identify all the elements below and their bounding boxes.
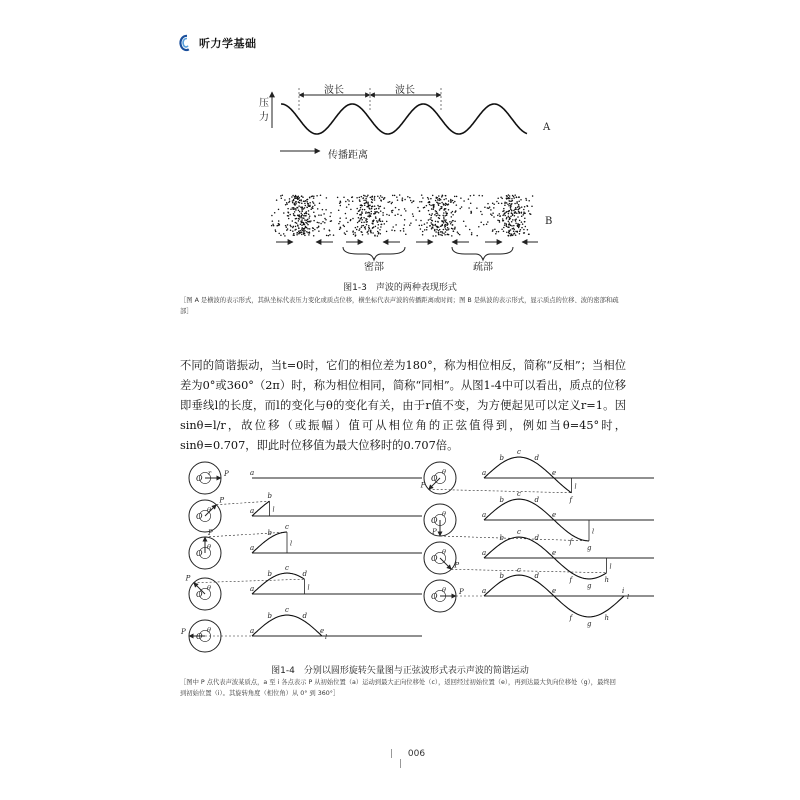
curve-point-label: a (250, 544, 255, 552)
displacement-label: l (627, 593, 630, 601)
row-label-b: B (545, 216, 553, 227)
curve-point-label: b (499, 572, 504, 581)
phasor-panel-0 (189, 462, 422, 494)
point-p-label: P (224, 470, 229, 478)
point-p-label: P (208, 529, 213, 537)
y-axis-label-top: 压 (259, 98, 269, 109)
curve-point-label: f (569, 495, 573, 504)
curve-point-label: a (250, 507, 255, 515)
sine-curve (252, 573, 305, 594)
row-label-a: A (543, 122, 551, 133)
curve-point-label: b (499, 496, 504, 505)
angle-label: θ (442, 510, 446, 518)
phasor-panel-1 (189, 492, 422, 532)
point-p-label: P (219, 496, 225, 505)
displacement-label: l (307, 583, 310, 592)
curve-point-label: c (285, 523, 289, 532)
projection-line (216, 501, 269, 504)
projection-line (429, 489, 572, 492)
origin-label: O (196, 474, 203, 483)
sine-curve (484, 457, 572, 493)
curve-point-label: d (302, 570, 307, 579)
book-title: 听力学基础 (199, 37, 257, 50)
curve-point-label: b (267, 612, 272, 621)
angle-label: θ (207, 506, 211, 514)
phasor-panel-8 (424, 566, 654, 628)
angle-label: θ (207, 584, 211, 592)
wavelength-label-1: 波长 (324, 85, 344, 96)
curve-point-label: c (285, 564, 289, 573)
displacement-label: l (609, 562, 612, 571)
point-p-label: P (459, 588, 464, 596)
rarefaction-label: 疏部 (473, 262, 493, 273)
curve-point-label: e (552, 511, 557, 519)
curve-point-label: e (552, 469, 557, 477)
sine-curve (252, 501, 270, 516)
origin-label: O (431, 592, 438, 601)
curve-point-label: e (552, 587, 557, 595)
curve-point-label: c (517, 528, 521, 537)
curve-point-label: f (569, 537, 573, 546)
angle-label: θ (442, 586, 446, 594)
displacement-label: l (574, 482, 577, 491)
figure-1-3-caption: 图1-3 声波的两种表现形式 (343, 283, 457, 293)
propagation-label: 传播距离 (328, 150, 368, 161)
wavelength-label-2: 波长 (395, 85, 415, 96)
curve-point-label: a (250, 627, 255, 635)
displacement-label: l (592, 527, 595, 536)
angle-label: θ (442, 468, 446, 476)
curve-point-label: a (482, 587, 487, 595)
projection-line (440, 536, 589, 541)
curve-point-label: c (285, 606, 289, 615)
displacement-label: l (325, 633, 328, 641)
origin-label: O (431, 554, 438, 563)
projection-line (205, 532, 287, 537)
point-p-label: P (181, 628, 186, 636)
phasor-panel-3 (185, 564, 422, 610)
figure-1-4-note: ［图中 P 点代表声波某质点，a 至 i 各点表示 P 从初始位置（a）运动到最大正向位移处（c），返回经过初始位置（e），再到达最大负向位移处（g），最终回到初始位置（i）。其旋转角度（相位角）从 0° 到 360°］ (180, 679, 616, 697)
phasor-panel-6 (424, 490, 654, 552)
phasor-panel-4 (180, 606, 422, 652)
sine-curve (252, 615, 325, 636)
curve-point-label: d (534, 496, 539, 505)
figure-1-4-caption: 图1-4 分别以圆形旋转矢量图与正弦波形式表示声波的简谐运动 (271, 666, 529, 676)
curve-point-label: e (552, 549, 557, 557)
angle-label: θ (207, 626, 211, 634)
projection-line (194, 579, 305, 582)
curve-point-label: b (267, 570, 272, 579)
curve-point-label: b (499, 534, 504, 543)
curve-point-label: a (250, 585, 255, 593)
compression-label: 密部 (364, 262, 384, 273)
origin-label: O (431, 516, 438, 525)
curve-point-label: f (569, 613, 573, 622)
displacement-label: l (290, 539, 293, 548)
rotating-vector (440, 558, 451, 569)
origin-label: O (196, 590, 203, 599)
curve-point-label: a (482, 469, 487, 477)
body-paragraph: 不同的简谐振动，当t=0时，它们的相位差为180°，称为相位相反，简称“反相”；当相位差为0°或360°（2π）时，称为相位相同，简称“同相”。从图1-4中可以看出，质点的位移即垂线l的长度，而l的变化与θ的变化有关，由于r值不变，为方便起见可以定义r=1。因sinθ=l/r，故位移（或振幅）值可从相位角的正弦值得到，例如当θ=45°时，sinθ=0.707，即此时位移值为最大位移时的0.707倍。 (180, 359, 626, 452)
phasor-panel-2 (189, 523, 422, 569)
curve-point-label: d (534, 534, 539, 543)
page-number: 006 (366, 749, 434, 769)
origin-label: O (431, 474, 438, 483)
point-p-label: P (454, 561, 460, 570)
curve-point-label: g (587, 619, 592, 628)
curve-point-label: a (482, 549, 487, 557)
radius-label: r (208, 469, 212, 477)
figure-1-3-note: ［图 A 是横波的表示形式，其纵坐标代表压力变化或质点位移，横坐标代表声波的传播距离或时间；图 B 是纵波的表示形式，显示质点的位移、波的密部和疏部］ (180, 297, 619, 315)
curve-point-label: d (534, 454, 539, 463)
curve-point-label: a (250, 469, 255, 477)
curve-point-label: i (622, 587, 625, 595)
curve-point-label: d (534, 572, 539, 581)
point-p-label: P (420, 481, 426, 490)
curve-point-label: a (482, 511, 487, 519)
angle-label: θ (442, 548, 446, 556)
curve-point-label: g (587, 543, 592, 552)
point-p-label: P (185, 574, 191, 583)
projection-line (451, 569, 606, 572)
point-p-label: P (432, 528, 437, 536)
curve-point-label: b (267, 529, 272, 538)
origin-label: O (196, 632, 203, 641)
displacement-label: l (272, 505, 275, 514)
curve-point-label: e (320, 627, 325, 635)
angle-label: θ (207, 543, 211, 551)
phasor-panel-7 (424, 528, 654, 590)
curve-point-label: c (517, 566, 521, 575)
curve-point-label: b (499, 454, 504, 463)
curve-point-label: h (604, 575, 610, 584)
curve-point-label: f (569, 575, 573, 584)
curve-point-label: g (587, 581, 592, 590)
curve-point-label: c (517, 490, 521, 499)
origin-label: O (196, 512, 203, 521)
curve-point-label: c (517, 448, 521, 457)
curve-point-label: h (604, 613, 610, 622)
curve-point-label: b (267, 492, 272, 501)
curve-point-label: d (302, 612, 307, 621)
y-axis-label-bottom: 力 (259, 112, 269, 123)
origin-label: O (196, 549, 203, 558)
